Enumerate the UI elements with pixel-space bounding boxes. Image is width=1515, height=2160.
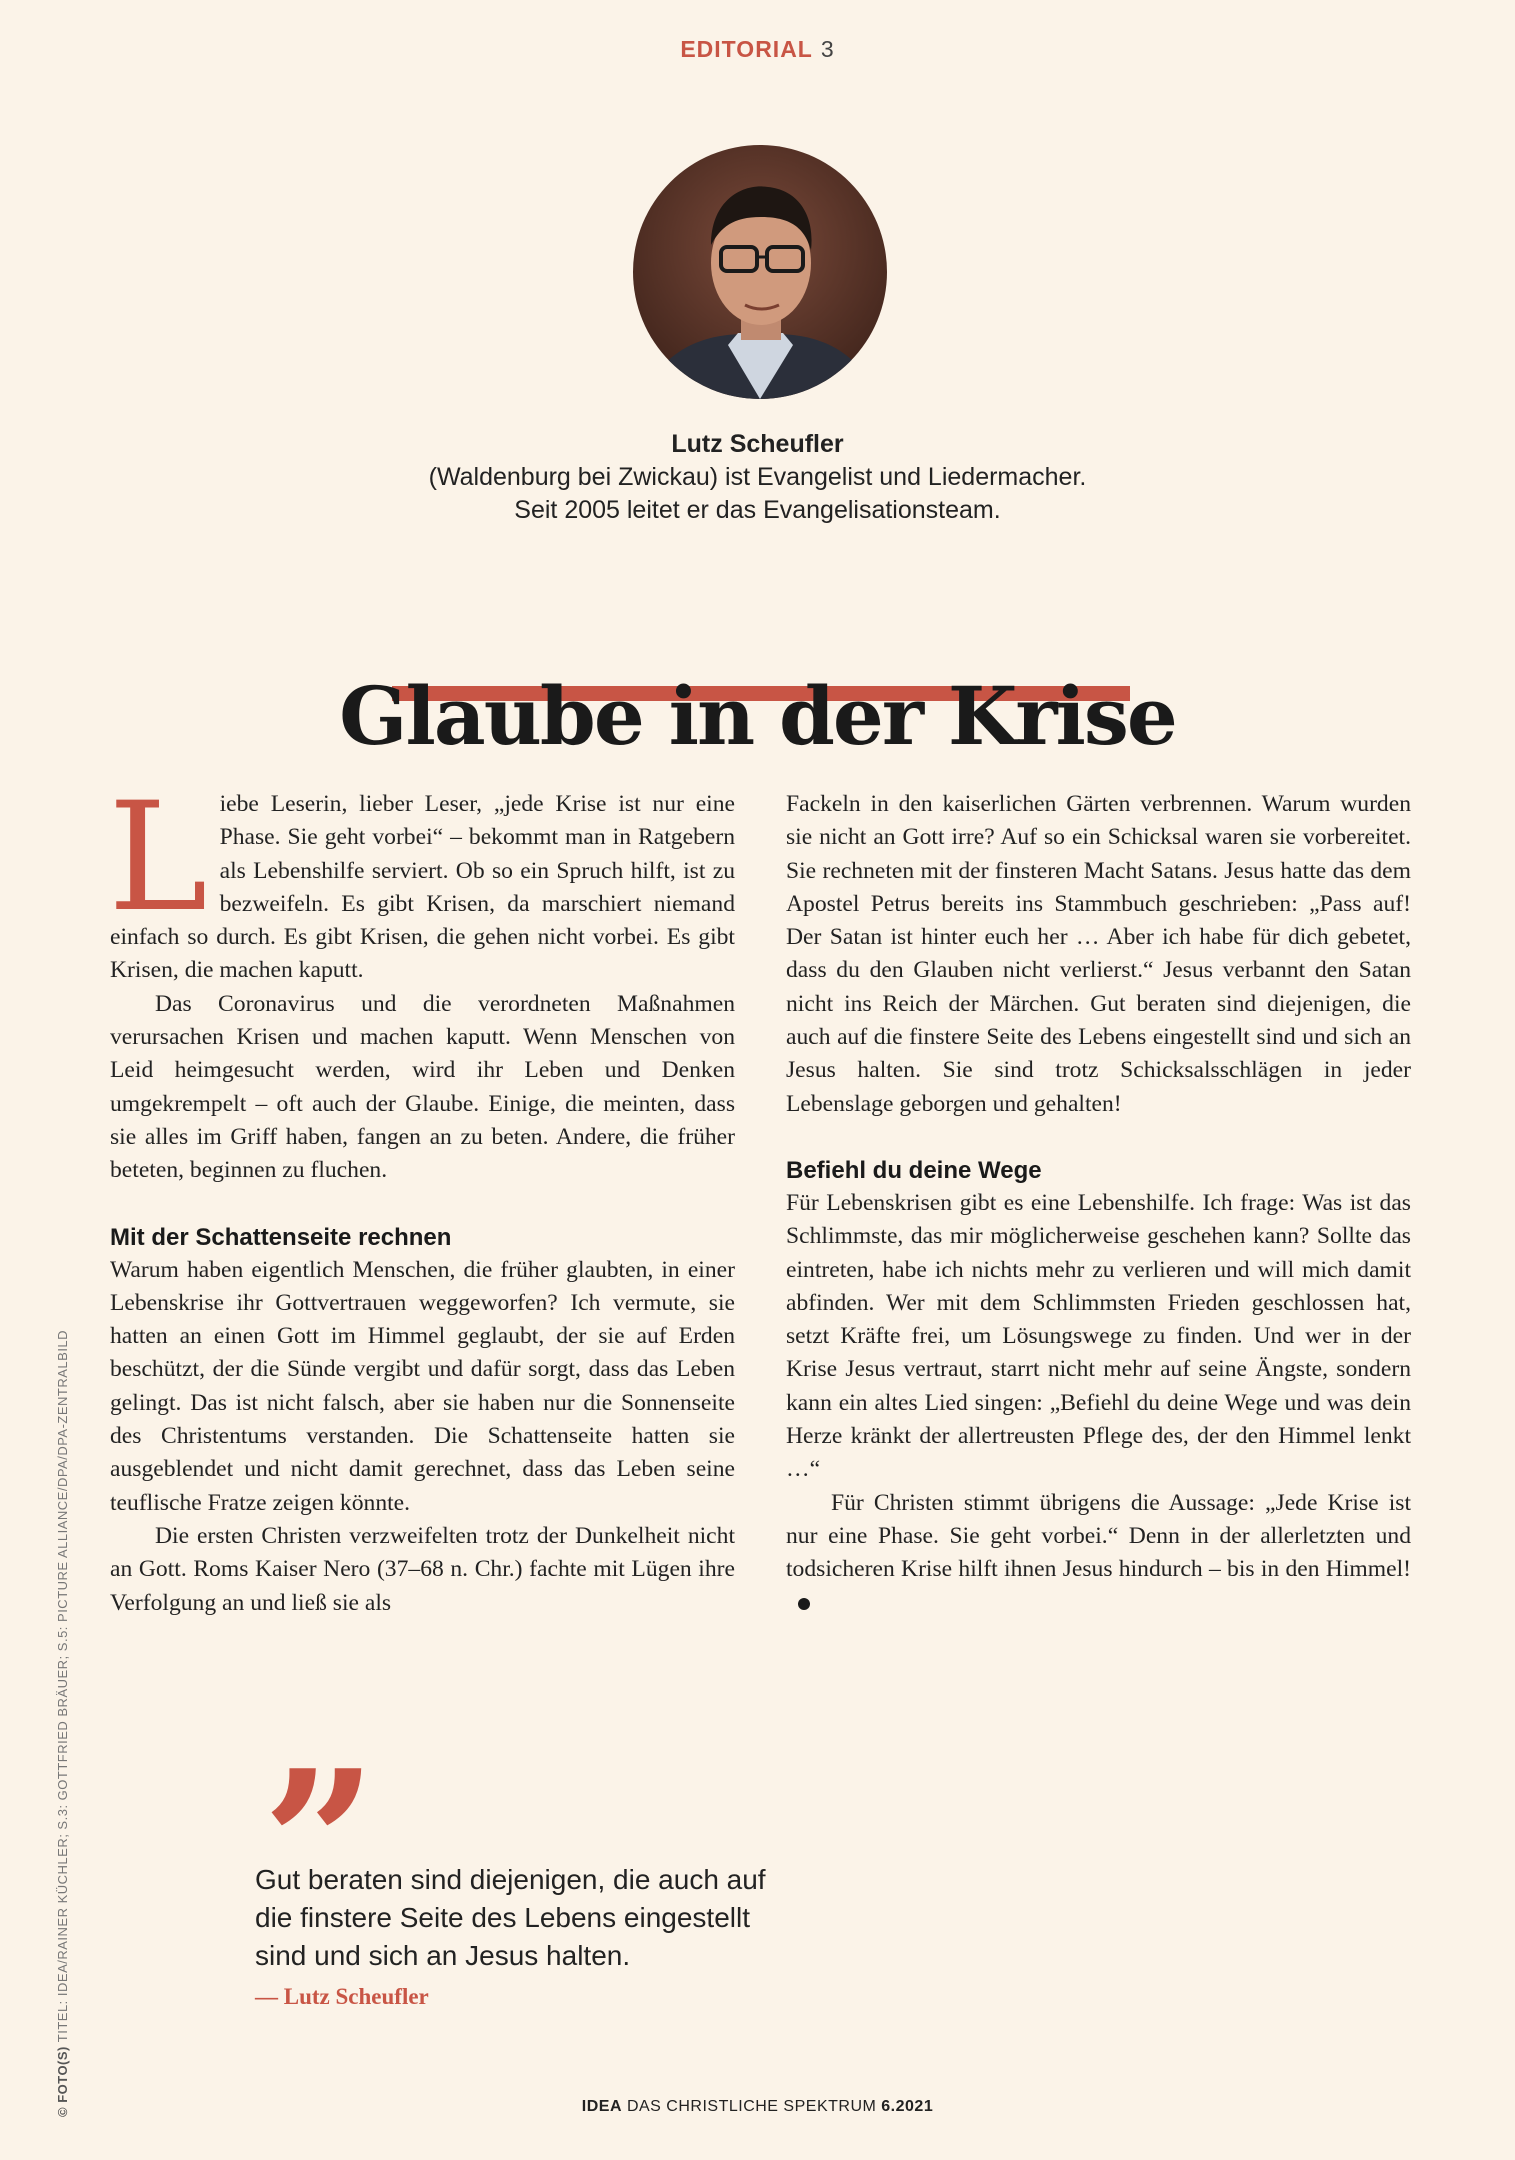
page-footer <box>0 2098 1515 2116</box>
quote-mark-icon: ” <box>262 1727 378 1962</box>
author-bio <box>0 428 1515 527</box>
page-header <box>0 36 1515 63</box>
section-label: EDITORIAL <box>680 36 813 62</box>
paragraph: Warum haben eigentlich Menschen, die früher glaubten, in einer Lebenskrise ihr Gottvertrauen weggeworfen? Ich vermute, sie hatten an einen Gott im Himmel geglaubt, der sie auf Erden beschützt, der die Sünde vergibt und dafür sorgt, dass das Leben gelingt. Das ist nicht falsch, aber sie haben nur die Sonnenseite des Christentums verstanden. Die Schattenseite hatten sie ausgeblendet und nicht damit gerechnet, dass das Leben seine teuflische Fratze zeigen könnte. <box>110 1256 735 1516</box>
pullquote-author: — Lutz Scheufler <box>255 1984 429 2009</box>
paragraph: Das Coronavirus und die verordneten Maßnahmen verursachen Krisen und machen kaputt. Wenn Menschen von Leid heimgesucht werden, wird ihr Leben und Denken umgekrempelt – oft auch der Glaube. Einige, die meinten, dass sie alles im Griff haben, fangen an zu beten. Andere, die früher beteten, beginnen zu fluchen. <box>110 990 735 1184</box>
photo-credits <box>55 1330 70 2117</box>
paragraph: Die ersten Christen verzweifelten trotz der Dunkelheit nicht an Gott. Roms Kaiser Nero (37–68 n. Chr.) fachte mit Lügen ihre Verfolgung an und ließ sie als <box>110 1522 735 1616</box>
author-portrait <box>633 145 887 399</box>
paragraph-intro <box>108 771 735 988</box>
page-number: 3 <box>820 36 835 62</box>
paragraph-final <box>786 1487 1411 1620</box>
article-title: Glaube in der Krise <box>339 668 1176 763</box>
author-bio-line-2: Seit 2005 leitet er das Evangelisationsteam. <box>514 496 1001 524</box>
subheading-2: Befiehl du deine Wege <box>786 1156 1042 1184</box>
paragraph-final-text: Für Christen stimmt übrigens die Aussage: „Jede Krise ist nur eine Phase. Sie geht vorbei.“ Denn in der allerletzten und todsicheren Krise hilft ihnen Jesus hindurch – bis in den Himmel! <box>786 1489 1411 1583</box>
author-photo-illustration <box>633 145 887 399</box>
credits-text: TITEL: IDEA/RAINER KÜCHLER; S.3: GOTTFRIED BRÄUER; S.5: PICTURE ALLIANCE/DPA/DPA-ZENTRALBILD <box>55 1329 70 2043</box>
paragraph: Fackeln in den kaiserlichen Gärten verbrennen. Warum wurden sie nicht an Gott irre? Auf so ein Schicksal waren sie vorbereitet. Sie rechneten mit der finsteren Macht Satans. Jesus hatte das dem Apostel Petrus bereits ins Stammbuch geschrieben: „Pass auf! Der Satan ist hinter euch her … Aber ich habe für dich gebetet, dass du den Glauben nicht verlierst.“ Jesus verbannt den Satan nicht ins Reich der Märchen. Gut beraten sind diejenigen, die auch auf die finstere Seite des Lebens eingestellt sind und sich an Jesus halten. Sie sind trotz Schicksalsschlägen in jeder Lebenslage geborgen und gehalten! <box>786 791 1411 1117</box>
footer-subtitle: DAS CHRISTLICHE SPEKTRUM <box>626 2098 877 2115</box>
paragraph: Für Lebenskrisen gibt es eine Lebenshilfe. Ich frage: Was ist das Schlimmste, das mir möglicherweise geschehen kann? Sollte das eintreten, habe ich nichts mehr zu verlieren und will mich damit abfinden. Wer mit dem Schlimmsten Frieden geschlossen hat, setzt Kräfte frei, um Lösungswege zu finden. Und wer in der Krise Jesus vertraut, starrt nicht mehr auf seine Ängste, sondern kann ein altes Lied singen: „Befiehl du deine Wege und was dein Herze kränkt der allertreusten Pflege des, der den Himmel lenkt …“ <box>786 1189 1411 1483</box>
footer-issue: 6.2021 <box>881 2098 934 2115</box>
author-bio-line-1: (Waldenburg bei Zwickau) ist Evangelist und Liedermacher. <box>428 463 1087 491</box>
drop-cap: L <box>108 771 208 945</box>
article-column-right <box>786 788 1411 1620</box>
author-name: Lutz Scheufler <box>671 430 844 458</box>
article-column-left <box>108 771 735 1620</box>
footer-brand: IDEA <box>581 2098 622 2115</box>
paragraph-intro-text: iebe Leserin, lieber Leser, „jede Krise ist nur eine Phase. Sie geht vorbei“ – bekommt man in Ratgebern als Lebenshilfe serviert. Ob so ein Spruch hilft, ist zu bezweifeln. Es gibt Krisen, da marschiert niemand einfach so durch. Es gibt Krisen, die gehen nicht vorbei. Es gibt Krisen, die machen kaputt. <box>110 791 735 984</box>
end-mark-icon <box>798 1598 810 1610</box>
credits-label: © FOTO(S) <box>55 2046 70 2117</box>
pullquote-text: Gut beraten sind diejenigen, die auch auf die finstere Seite des Lebens eingestellt sind und sich an Jesus halten. <box>255 1864 766 1971</box>
subheading-1: Mit der Schattenseite rechnen <box>110 1223 452 1251</box>
